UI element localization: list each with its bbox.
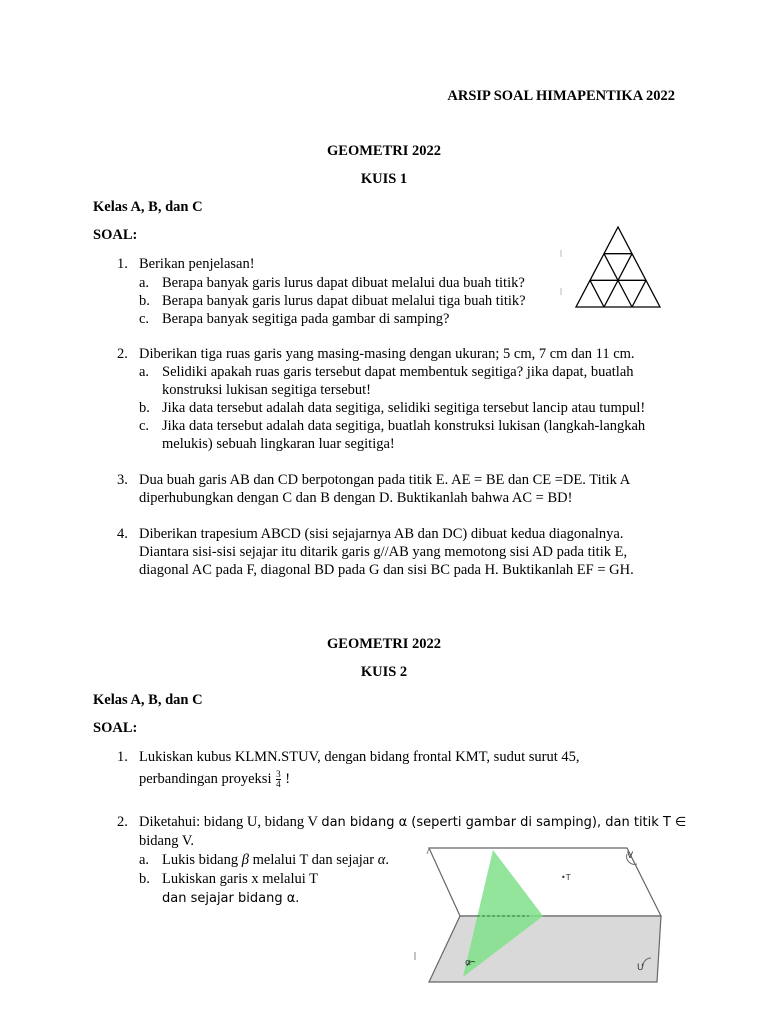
alpha-symbol: α [377, 852, 386, 868]
option-a-mid: melalui T dan sejajar [252, 852, 375, 868]
option-label: a. [139, 852, 150, 868]
triangle-grid-figure [560, 222, 670, 312]
quiz2-course-title: GEOMETRI 2022 [327, 636, 441, 652]
question-line1 [139, 813, 686, 832]
label-t: •T [561, 873, 571, 882]
option-a-pre: Lukis bidang [162, 852, 239, 868]
option-c-line1: Jika data tersebut adalah data segitiga, buatlah konstruksi lukisan (langkah-langkah [162, 418, 646, 434]
option-label: a. [139, 275, 150, 291]
option-label: b. [139, 871, 150, 887]
quiz1-course-title: GEOMETRI 2022 [327, 143, 441, 159]
option-label: a. [139, 364, 150, 380]
question-number: 4. [117, 526, 128, 542]
option-a-text: Berapa banyak garis lurus dapat dibuat melalui dua buah titik? [162, 275, 525, 291]
plane-u [429, 916, 661, 982]
question-number: 2. [117, 814, 128, 830]
option-b-line2: dan sejajar bidang α. [162, 891, 300, 906]
question-line2: Diantara sisi-sisi sejajar itu ditarik garis g//AB yang memotong sisi AD pada titik E, [139, 544, 628, 560]
label-v: V [627, 851, 634, 861]
option-a-text [162, 851, 389, 870]
option-a-line1: Selidiki apakah ruas garis tersebut dapat membentuk segitiga? jika dapat, buatlah [162, 364, 634, 380]
question-line1: Diberikan trapesium ABCD (sisi sejajarnya AB dan DC) dibuat kedua diagonalnya. [139, 526, 624, 542]
quiz1-classes: Kelas A, B, dan C [93, 199, 203, 215]
option-label: c. [139, 311, 150, 327]
question-line2: bidang V. [139, 833, 195, 849]
beta-symbol: β [241, 852, 249, 868]
quiz1-soal-label: SOAL: [93, 227, 138, 243]
option-a-end: . [385, 852, 389, 868]
question-number: 1. [117, 256, 128, 272]
option-b-text: Jika data tersebut adalah data segitiga, selidiki segitiga tersebut lancip atau tumpul! [162, 400, 646, 416]
fraction-numerator: 3 [276, 769, 281, 780]
archive-title: ARSIP SOAL HIMAPENTIKA 2022 [447, 88, 675, 104]
grid-line [590, 280, 604, 307]
quiz2-soal-label: SOAL: [93, 720, 138, 736]
option-label: b. [139, 400, 150, 416]
question-number: 1. [117, 749, 128, 765]
label-u: U [637, 963, 644, 973]
question-line1: Dua buah garis AB dan CD berpotongan pada titik E. AE = BE dan CE =DE. Titik A [139, 472, 631, 488]
question-line2: diperhubungkan dengan C dan B dengan D. Buktikanlah bahwa AC = BD! [139, 490, 573, 506]
given-text-continued: dan bidang α (seperti gambar di samping), dan titik T ∈ [321, 815, 687, 830]
question-text: Berikan penjelasan! [139, 256, 255, 272]
option-b-text: Berapa banyak garis lurus dapat dibuat melalui tiga buah titik? [162, 293, 526, 309]
outer-triangle [576, 227, 660, 307]
option-c-text: Berapa banyak segitiga pada gambar di samping? [162, 311, 450, 327]
option-c-line2: melukis) sebuah lingkaran luar segitiga! [162, 436, 395, 452]
projection-text: perbandingan proyeksi [139, 771, 272, 787]
scan-mark [427, 848, 429, 854]
question-line2 [139, 770, 290, 789]
option-b-line1: Lukiskan garis x melalui T [162, 871, 318, 887]
label-alpha: α [465, 958, 471, 968]
question-number: 2. [117, 346, 128, 362]
quiz1-quiz-title: KUIS 1 [360, 171, 408, 187]
question-number: 3. [117, 472, 128, 488]
projection-fraction [276, 770, 281, 789]
planes-figure [405, 840, 675, 988]
given-text: Diketahui: bidang U, bidang V [139, 814, 318, 830]
question-text: Diberikan tiga ruas garis yang masing-masing dengan ukuran; 5 cm, 7 cm dan 11 cm. [139, 346, 635, 362]
option-label: b. [139, 293, 150, 309]
quiz2-classes: Kelas A, B, dan C [93, 692, 203, 708]
exclamation: ! [285, 771, 291, 787]
question-line3: diagonal AC pada F, diagonal BD pada G dan sisi BC pada H. Buktikanlah EF = GH. [139, 562, 634, 578]
quiz2-quiz-title: KUIS 2 [360, 664, 408, 680]
fraction-denominator: 4 [276, 779, 281, 790]
grid-line [632, 280, 646, 307]
question-line1: Lukiskan kubus KLMN.STUV, dengan bidang frontal KMT, sudut surut 45, [139, 749, 580, 765]
option-label: c. [139, 418, 150, 434]
option-a-line2: konstruksi lukisan segitiga tersebut! [162, 382, 372, 398]
